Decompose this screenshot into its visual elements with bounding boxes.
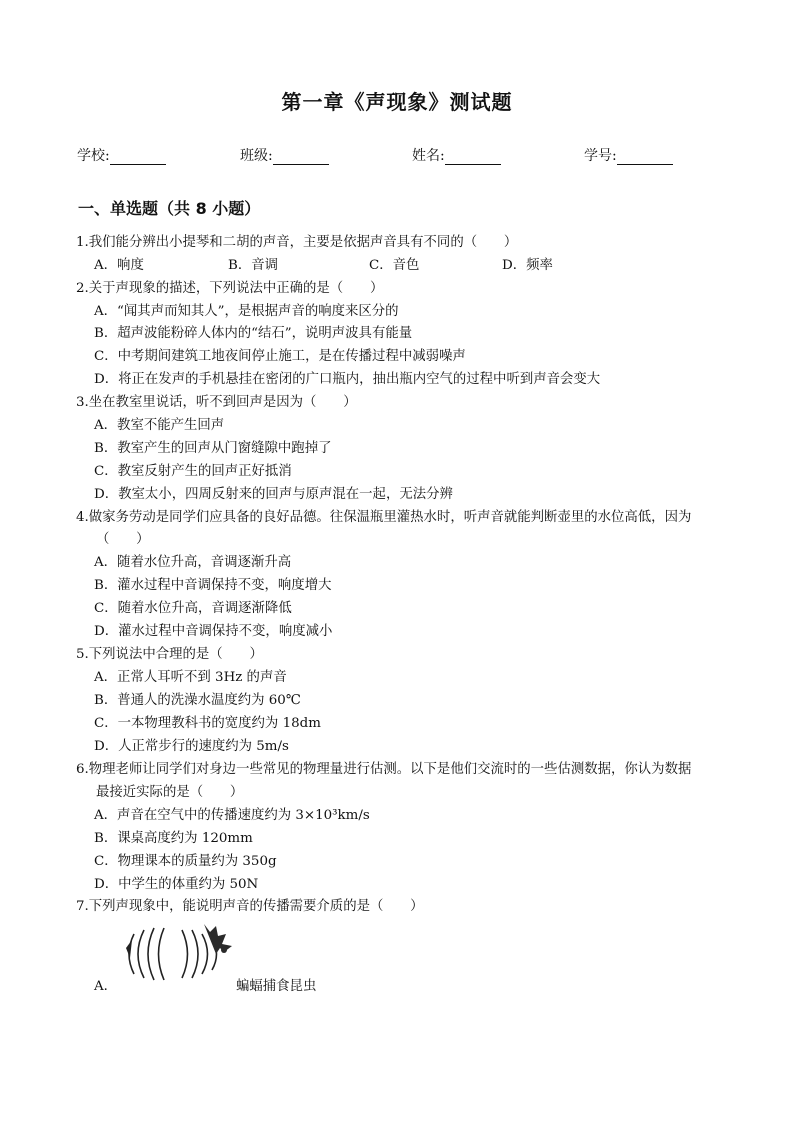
question-2-option-d: D．将正在发声的手机悬挂在密闭的广口瓶内，抽出瓶内空气的过程中听到声音会变大: [94, 372, 601, 387]
question-6-option-a: A．声音在空气中的传播速度约为 3×10³km/s: [94, 808, 370, 823]
question-6-option-d: D．中学生的体重约为 50N: [94, 877, 259, 892]
wave-arc-5: [182, 930, 188, 978]
wave-arc-7: [202, 934, 208, 974]
section-title: 一、单选题（共 8 小题）: [78, 199, 261, 218]
wave-arc-4: [159, 928, 165, 980]
question-2-stem: 2.关于声现象的描述，下列说法中正确的是（ ）: [76, 281, 384, 296]
question-5-option-b: B．普通人的洗澡水温度约为 60℃: [94, 693, 301, 708]
question-6-option-c: C．物理课本的质量约为 350g: [94, 854, 277, 869]
question-4-option-b: B．灌水过程中音调保持不变，响度增大: [94, 578, 332, 593]
wave-arc-3: [148, 928, 154, 980]
question-3-option-b: B．教室产生的回声从门窗缝隙中跑掉了: [94, 441, 332, 456]
question-1-option-c: C．音色: [369, 258, 420, 273]
bat-mouth-mark: [126, 940, 132, 958]
question-1-option-d: D．频率: [502, 258, 553, 273]
school-blank[interactable]: [110, 150, 166, 165]
question-5-option-c: C．一本物理教科书的宽度约为 18dm: [94, 716, 321, 731]
question-5-option-a: A．正常人耳听不到 3Hz 的声音: [94, 670, 287, 685]
number-label: 学号:: [584, 148, 617, 164]
bat-illustration: [120, 922, 240, 984]
question-4-option-a: A．随着水位升高，音调逐渐升高: [94, 555, 292, 570]
question-6-stem: 6.物理老师让同学们对身边一些常见的物理量进行估测。以下是他们交流时的一些估测数据，你认为数据: [76, 762, 692, 777]
class-blank[interactable]: [273, 150, 329, 165]
class-field: [240, 145, 329, 165]
question-1-stem: 1.我们能分辨出小提琴和二胡的声音，主要是依据声音具有不同的（ ）: [76, 235, 518, 250]
question-5-stem: 5.下列说法中合理的是（ ）: [76, 647, 263, 662]
name-label: 姓名:: [412, 148, 445, 164]
question-7-option-a-caption: 蝙蝠捕食昆虫: [236, 979, 317, 994]
question-4-option-d: D．灌水过程中音调保持不变，响度减小: [94, 624, 333, 639]
name-blank[interactable]: [445, 150, 501, 165]
school-label: 学校:: [77, 148, 110, 164]
question-5-option-d: D．人正常步行的速度约为 5m/s: [94, 739, 289, 754]
class-label: 班级:: [240, 148, 273, 164]
sound-wave-arcs: [129, 928, 217, 980]
page-title: 第一章《声现象》测试题: [281, 90, 513, 114]
question-4-stem-continued: （ ）: [96, 532, 150, 547]
number-field: [584, 145, 673, 165]
question-4-option-c: C．随着水位升高，音调逐渐降低: [94, 601, 292, 616]
name-field: [412, 145, 501, 165]
question-2-option-c: C．中考期间建筑工地夜间停止施工，是在传播过程中减弱噪声: [94, 349, 466, 364]
wave-arc-2: [138, 930, 144, 978]
question-6-option-b: B．课桌高度约为 120mm: [94, 831, 253, 846]
question-3-option-c: C．教室反射产生的回声正好抵消: [94, 464, 292, 479]
question-3-option-a: A．教室不能产生回声: [94, 418, 225, 433]
bat-icon: [204, 924, 232, 954]
question-2-option-a: A．“闻其声而知其人”，是根据声音的响度来区分的: [94, 304, 399, 319]
school-field: [77, 145, 166, 165]
question-6-stem-continued: 最接近实际的是（ ）: [96, 785, 244, 800]
question-4-stem: 4.做家务劳动是同学们应具备的良好品德。往保温瓶里灌热水时，听声音就能判断壶里的水位高低，因为: [76, 510, 692, 525]
question-7-stem: 7.下列声现象中，能说明声音的传播需要介质的是（ ）: [76, 899, 424, 914]
question-1-option-a: A．响度: [94, 258, 144, 273]
question-3-option-d: D．教室太小，四周反射来的回声与原声混在一起，无法分辨: [94, 487, 453, 502]
wave-arc-6: [192, 930, 198, 978]
question-3-stem: 3.坐在教室里说话，听不到回声是因为（ ）: [76, 395, 357, 410]
question-1-option-b: B．音调: [228, 258, 279, 273]
question-7-option-a: A．: [94, 979, 118, 994]
bat-sound-wave-figure: [120, 922, 240, 984]
number-blank[interactable]: [617, 150, 673, 165]
question-2-option-b: B．超声波能粉碎人体内的“结石”，说明声波具有能量: [94, 326, 413, 341]
